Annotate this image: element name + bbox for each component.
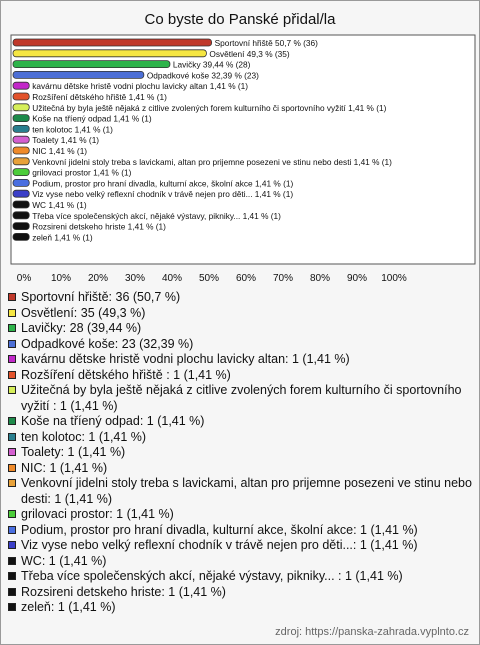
legend-label: Třeba více společenských akcí, nějaké výstavy, pikniky... : 1 (1,41 %) — [21, 569, 403, 583]
legend-label: Venkovní jidelni stoly treba s lavickami, altan pro prijemne posezeni ve stinu nebo desti: 1 (1,41 %) — [21, 476, 472, 506]
bar-label-16: Třeba více společenských akcí, nějaké výstavy, pikniky... 1,41 % (1) — [32, 210, 281, 221]
legend-label: Odpadkové koše: 23 (32,39 %) — [21, 336, 194, 351]
legend-swatch — [8, 541, 16, 549]
bar-label-17: Rozsireni detskeho hriste 1,41 % (1) — [32, 221, 166, 232]
source-note: zdroj: https://panska-zahrada.vyplnto.cz — [275, 626, 469, 638]
legend-item — [8, 538, 476, 554]
legend-item — [8, 430, 476, 446]
legend-label: Sportovní hřiště: 36 (50,7 %) — [21, 290, 181, 304]
bar-label-7: Koše na tříený odpad 1,41 % (1) — [32, 113, 152, 124]
legend-label: Užitečná by byla ještě nějaká z citlive zvolených forem kulturního či sportovního vyžití : 1 (1,41 %) — [21, 383, 462, 413]
legend-swatch — [8, 603, 16, 611]
legend-swatch — [8, 324, 16, 332]
bar-chart — [1, 1, 479, 286]
legend-swatch — [8, 572, 16, 580]
bar-0 — [13, 39, 212, 46]
legend-item — [8, 290, 476, 306]
legend-label: NIC: 1 (1,41 %) — [21, 460, 108, 475]
legend-label: kavárnu dětske hristě vodni plochu lavicky altan: 1 (1,41 %) — [21, 352, 350, 366]
bar-11 — [13, 158, 29, 165]
legend-swatch — [8, 293, 16, 301]
legend-swatch — [8, 371, 16, 379]
x-tick-4: 40% — [161, 273, 183, 284]
bar-label-15: WC 1,41 % (1) — [32, 200, 87, 210]
bar-label-6: Užitečná by byla ještě nějaká z citlive zvolených forem kulturního či sportovního vyžití 1,41 % (1) — [32, 102, 387, 113]
bar-9 — [13, 136, 29, 143]
legend-item — [8, 414, 476, 430]
legend-label: ten kolotoc: 1 (1,41 %) — [21, 429, 147, 444]
bar-label-5: Rozšíření dětského hřiště 1,41 % (1) — [32, 92, 167, 102]
legend-item — [8, 476, 476, 507]
x-tick-0: 0% — [16, 273, 32, 284]
legend-item — [8, 585, 476, 601]
bar-label-13: Podium, prostor pro hraní divadla, kulturní akce, školní akce 1,41 % (1) — [32, 178, 294, 189]
bar-label-2: Lavičky 39,44 % (28) — [172, 59, 251, 70]
legend-swatch — [8, 309, 16, 317]
bar-3 — [13, 71, 144, 78]
bar-2 — [13, 61, 170, 68]
legend-item — [8, 337, 476, 353]
bar-label-0: Sportovní hřiště 50,7 % (36) — [214, 38, 318, 48]
legend-item — [8, 368, 476, 384]
bar-label-10: NIC 1,41 % (1) — [32, 146, 88, 156]
bar-15 — [13, 201, 29, 208]
legend-label: Koše na tříený odpad: 1 (1,41 %) — [21, 414, 205, 428]
bar-label-18: zeleň 1,41 % (1) — [32, 232, 93, 243]
bar-label-1: Osvětlení 49,3 % (35) — [209, 48, 290, 59]
legend-item — [8, 383, 476, 414]
legend-swatch — [8, 588, 16, 596]
legend-item — [8, 600, 476, 616]
x-tick-1: 10% — [50, 273, 72, 284]
legend-item — [8, 554, 476, 570]
bar-label-14: Viz vyse nebo velký reflexní chodník v trávě nejen pro děti... 1,41 % (1) — [32, 189, 294, 200]
legend-swatch — [8, 464, 16, 472]
legend-label: Podium, prostor pro hraní divadla, kulturní akce, školní akce: 1 (1,41 %) — [21, 522, 418, 537]
legend-swatch — [8, 479, 16, 487]
bar-8 — [13, 125, 29, 132]
bar-label-8: ten kolotoc 1,41 % (1) — [32, 124, 113, 135]
legend-swatch — [8, 557, 16, 565]
legend-swatch — [8, 433, 16, 441]
x-tick-9: 90% — [346, 273, 368, 284]
legend-label: WC: 1 (1,41 %) — [21, 553, 107, 568]
legend-item — [8, 507, 476, 523]
x-tick-3: 30% — [124, 273, 146, 284]
bar-10 — [13, 147, 29, 154]
bar-12 — [13, 169, 29, 176]
bar-7 — [13, 115, 29, 122]
legend-swatch — [8, 355, 16, 363]
bar-label-9: Toalety 1,41 % (1) — [32, 135, 100, 146]
legend-swatch — [8, 386, 16, 394]
legend-item — [8, 321, 476, 337]
legend-label: Rozsireni detskeho hriste: 1 (1,41 %) — [21, 584, 226, 599]
x-tick-8: 80% — [309, 273, 331, 284]
legend-label: grilovaci prostor: 1 (1,41 %) — [21, 507, 174, 521]
x-tick-6: 60% — [235, 273, 257, 284]
x-tick-2: 20% — [87, 273, 109, 284]
chart-legend — [8, 290, 476, 616]
x-tick-5: 50% — [198, 273, 220, 284]
legend-swatch — [8, 448, 16, 456]
legend-swatch — [8, 510, 16, 518]
bar-14 — [13, 190, 29, 197]
legend-swatch — [8, 340, 16, 348]
bar-label-3: Odpadkové koše 32,39 % (23) — [146, 70, 259, 81]
legend-item — [8, 352, 476, 368]
bar-16 — [13, 212, 29, 219]
legend-item — [8, 523, 476, 539]
legend-item — [8, 461, 476, 477]
bar-4 — [13, 82, 29, 89]
x-tick-7: 70% — [272, 273, 294, 284]
bar-18 — [13, 233, 29, 240]
bar-label-11: Venkovní jidelni stoly treba s lavickami, altan pro prijemne posezeni ve stinu nebo desti 1,41 % (1) — [32, 156, 392, 167]
x-tick-10: 100% — [381, 273, 407, 284]
chart-title: Co byste do Panské přidal/la — [144, 11, 336, 28]
legend-label: Lavičky: 28 (39,44 %) — [21, 321, 142, 335]
bar-label-12: grilovaci prostor 1,41 % (1) — [32, 167, 132, 178]
legend-swatch — [8, 417, 16, 425]
bar-13 — [13, 179, 29, 186]
legend-label: zeleň: 1 (1,41 %) — [21, 600, 116, 614]
bar-1 — [13, 50, 206, 57]
bar-6 — [13, 104, 29, 111]
bar-5 — [13, 93, 29, 100]
legend-label: Rozšíření dětského hřiště : 1 (1,41 %) — [21, 367, 231, 382]
legend-label: Osvětlení: 35 (49,3 %) — [21, 305, 146, 320]
bar-label-4: kavárnu dětske hristě vodni plochu lavicky altan 1,41 % (1) — [32, 81, 249, 92]
legend-item — [8, 445, 476, 461]
legend-label: Viz vyse nebo velký reflexní chodník v trávě nejen pro děti...: 1 (1,41 %) — [21, 538, 418, 552]
legend-item — [8, 306, 476, 322]
legend-swatch — [8, 526, 16, 534]
legend-label: Toalety: 1 (1,41 %) — [21, 445, 126, 459]
legend-item — [8, 569, 476, 585]
bar-17 — [13, 223, 29, 230]
